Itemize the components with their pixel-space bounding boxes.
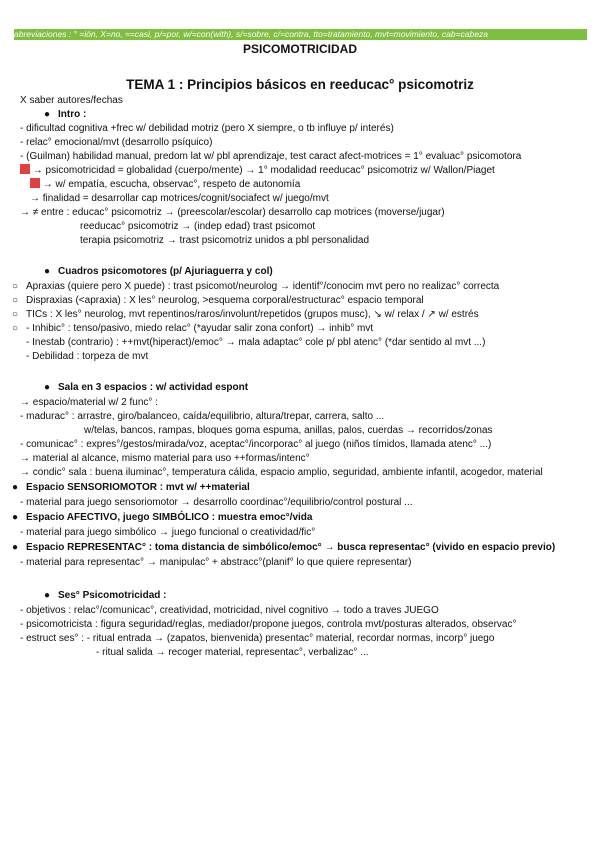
- sala-line-5: → material al alcance, mismo material para uso ++formas/intenc°: [20, 453, 310, 464]
- sala-heading: ● Sala en 3 espacios : w/ actividad espont: [44, 382, 249, 393]
- note-line: X saber autores/fechas: [20, 95, 123, 106]
- sala-line-12: - material para representac° → manipulac° + abstracc°(planif° lo que quiere representar): [20, 557, 412, 568]
- sala-line-7: ● Espacio SENSORIOMOTOR : mvt w/ ++material: [12, 482, 250, 493]
- sesion-heading: ● Ses° Psicomotricidad :: [44, 590, 167, 601]
- cuadros-line-3: ○ TICs : X les° neurolog, mvt repentinos/raros/involunt/repetidos (grupos musc), ↘ w/ relax / ↗ w/ estrés: [12, 309, 479, 320]
- intro-line-3: - (Guilman) habilidad manual, predom lat w/ pbl aprendizaje, test caract afect-motrices = 1° evaluac° psicomotora: [20, 151, 522, 162]
- grid-icon: [30, 178, 40, 188]
- sala-line-11: ● Espacio REPRESENTAC° : toma distancia de simbólico/emoc° → busca representac° (vivido en espacio previo): [12, 542, 556, 553]
- sesion-line-2: - psicomotricista : figura seguridad/reglas, mediador/propone juegos, controla mvt/posturas alterados, observac°: [20, 619, 517, 630]
- sala-line-8: - material para juego sensoriomotor → desarrollo coordinac°/equilibrio/control postural ...: [20, 497, 413, 508]
- sesion-line-1: - objetivos : relac°/comunicac°, creatividad, motricidad, nivel cognitivo → todo a traves JUEGO: [20, 605, 439, 616]
- cuadros-line-2: ○ Dispraxias (<apraxia) : X les° neurolog, >esquema corporal/estructurac° espacio temporal: [12, 295, 424, 306]
- cuadros-heading: ● Cuadros psicomotores (p/ Ajuriaguerra y col): [44, 266, 273, 277]
- sala-line-10: - material para juego simbólico → juego funcional o creatividad/fic°: [20, 527, 316, 538]
- intro-line-8: reeducac° psicomotriz → (indep edad) trast psicomot: [80, 221, 316, 232]
- cuadros-line-4: ○ - Inhibic° : tenso/pasivo, miedo relac° (*ayudar salir zona confort) → inhib° mvt: [12, 323, 374, 334]
- intro-line-1: - dificultad cognitiva +frec w/ debilidad motriz (pero X siempre, o tb influye p/ interés): [20, 123, 394, 134]
- cuadros-line-6: - Debilidad : torpeza de mvt: [26, 351, 149, 362]
- intro-line-5: → w/ empatía, escucha, observac°, respeto de autonomía: [30, 178, 300, 191]
- grid-icon: [20, 164, 30, 174]
- tema-title: TEMA 1 : Principios básicos en reeducac° psicomotriz: [126, 77, 474, 92]
- sala-line-9: ● Espacio AFECTIVO, juego SIMBÓLICO : muestra emoc°/vida: [12, 512, 313, 523]
- intro-line-2: - relac° emocional/mvt (desarrollo psíquico): [20, 137, 213, 148]
- cuadros-line-1: ○ Apraxias (quiere pero X puede) : trast psicomot/neurolog → identif°/conocim mvt pero no realizac° correcta: [12, 281, 500, 292]
- intro-line-7: → ≠ entre : educac° psicomotriz → (preescolar/escolar) desarrollo cap motrices (moverse/jugar): [20, 207, 445, 218]
- abbreviations-banner: abreviaciones : ° =ión, X=no, ≈=casi, p/=por, w/=con(with), s/=sobre, c/=contra, tto=tratamiento, mvt=movimiento, cab=cabeza: [14, 29, 587, 40]
- sala-line-4: - comunicac° : expres°/gestos/mirada/voz, aceptac°/incorporac° al juego (niños tímidos, llamada atenc° ...): [20, 439, 492, 450]
- page-title: PSICOMOTRICIDAD: [243, 42, 357, 56]
- sala-line-2: - madurac° : arrastre, giro/balanceo, caída/equilibrio, altura/trepar, carrera, salto ...: [20, 411, 385, 422]
- intro-line-4: → psicomotricidad = globalidad (cuerpo/mente) → 1° modalidad reeducac° psicomotriz w/ Wallon/Piaget: [20, 164, 495, 177]
- intro-line-6: → finalidad = desarrollar cap motrices/cognit/sociafect w/ juego/mvt: [30, 193, 329, 204]
- sala-line-1: → espacio/material w/ 2 func° :: [20, 397, 158, 408]
- cuadros-line-5: - Inestab (contrario) : ++mvt(hiperact)/emoc° → mala adaptac° cole p/ pbl atenc° (*dar sentido al mvt ...): [26, 337, 486, 348]
- sala-line-6: → condic° sala : buena iluminac°, temperatura cálida, espacio amplio, seguridad, ambiente infantil, acogedor, material: [20, 467, 543, 478]
- intro-line-9: terapia psicomotriz → trast psicomotriz unidos a pbl personalidad: [80, 235, 370, 246]
- intro-heading: ● Intro :: [44, 109, 87, 120]
- sesion-line-3: - estruct ses° : - ritual entrada → (zapatos, bienvenida) presentac° material, recordar normas, incorp° juego: [20, 633, 495, 644]
- sesion-line-4: - ritual salida → recoger material, representac°, verbalizac° ...: [96, 647, 369, 658]
- sala-line-3: w/telas, bancos, rampas, bloques goma espuma, anillas, palos, cuerdas → recorridos/zonas: [84, 425, 493, 436]
